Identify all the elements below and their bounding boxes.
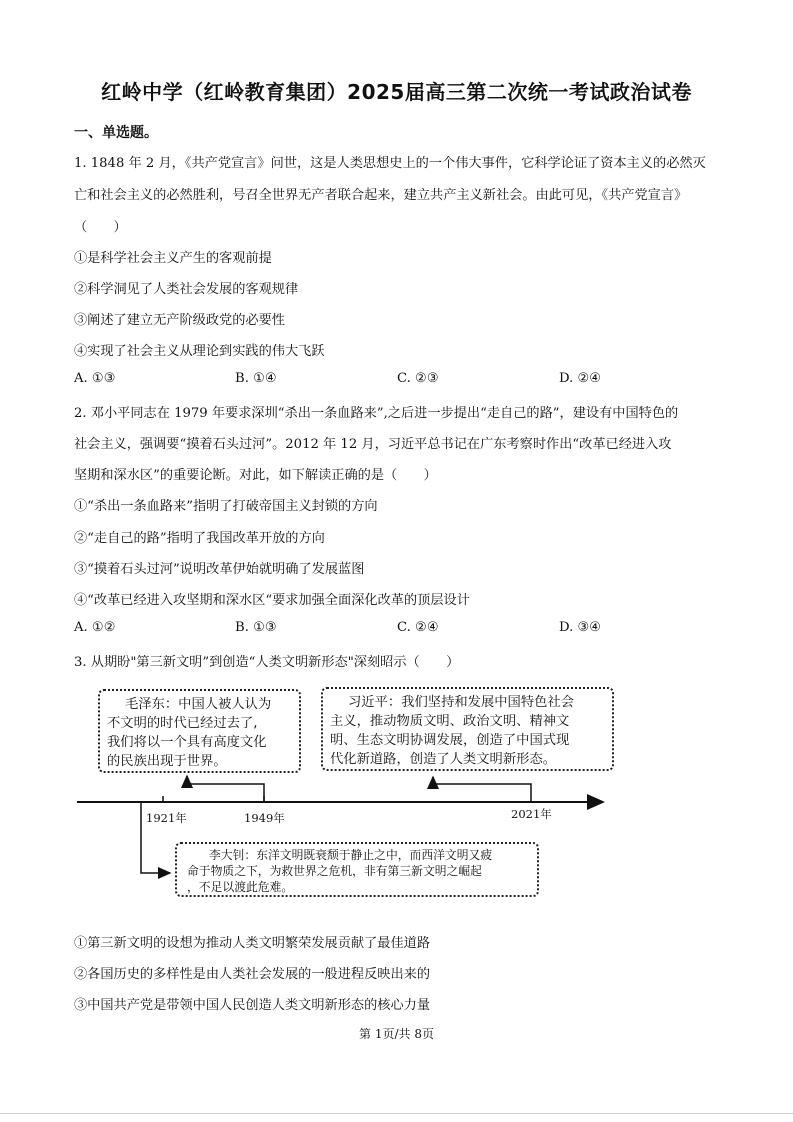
q3-statement-1: ①第三新文明的设想为推动人类文明繁荣发展贡献了最佳道路 <box>74 936 431 951</box>
xi-quote-line-3: 明、生态文明协调发展，创造了中国式现 <box>330 733 570 748</box>
xi-quote-box <box>321 687 614 771</box>
year-label-1921: 1921年 <box>146 811 187 825</box>
xi-quote-line-2: 主义，推动物质文明、政治文明、精神文 <box>330 714 570 729</box>
q2-statement-1: ①“杀出一条血路来”指明了打破帝国主义封锁的方向 <box>74 499 378 514</box>
q1-statement-3: ③阐述了建立无产阶级政党的必要性 <box>74 313 285 328</box>
q1-stem-line-3: （ ） <box>74 220 127 235</box>
li-quote-line-2: 命于物质之下，为救世界之危机，非有第三新文明之崛起 <box>187 864 482 878</box>
q3-statement-2: ②各国历史的多样性是由人类社会发展的一般进程反映出来的 <box>74 967 431 982</box>
mao-quote-line-1: 毛泽东：中国人被人认为 <box>125 697 272 712</box>
q3-statement-3: ③中国共产党是带领中国人民创造人类文明新形态的核心力量 <box>74 998 431 1013</box>
xi-quote-line-4: 代化新道路，创造了人类文明新形态。 <box>330 752 557 767</box>
q2-option-a[interactable]: A. ①② <box>74 620 116 635</box>
q1-stem-line-2: 亡和社会主义的必然胜利，号召全世界无产者联合起来，建立共产主义新社会。由此可见，《共产党宣言》 <box>74 188 688 203</box>
xi-quote-line-1: 习近平：我们坚持和发展中国特色社会 <box>348 695 575 710</box>
q2-statement-3: ③“摸着石头过河”说明改革伊始就明确了发展蓝图 <box>74 562 365 577</box>
q1-statement-1: ①是科学社会主义产生的客观前提 <box>74 251 272 266</box>
mao-quote-box <box>98 689 301 773</box>
q2-stem-line-3: 坚期和深水区”的重要论断。对此，如下解读正确的是（ ） <box>74 468 437 483</box>
mao-quote-line-2: 不文明的时代已经过去了, <box>107 716 258 731</box>
q2-stem-line-1: 2. 邓小平同志在 1979 年要求深圳“杀出一条血路来”,之后进一步提出“走自己的路”，建设有中国特色的 <box>74 406 679 421</box>
connector-2021 <box>433 777 531 796</box>
q2-option-b[interactable]: B. ①③ <box>235 620 277 635</box>
q1-option-a[interactable]: A. ①③ <box>74 371 116 386</box>
q2-options <box>74 620 724 638</box>
exam-title: 红岭中学（红岭教育集团）2025届高三第二次统一考试政治试卷 <box>101 80 692 104</box>
connector-1949 <box>187 776 264 802</box>
q1-statement-2: ②科学洞见了人类社会发展的客观规律 <box>74 282 299 297</box>
q2-stem-line-2: 社会主义，强调要“摸着石头过河”。2012 年 12 月，习近平总书记在广东考察时作出“改革已经进入攻 <box>74 437 672 452</box>
q1-option-d[interactable]: D. ②④ <box>559 371 602 386</box>
q3-stem: 3. 从期盼"第三新文明”到创造“人类文明新形态"深刻昭示（ ） <box>74 655 460 670</box>
q1-option-c[interactable]: C. ②③ <box>397 371 439 386</box>
year-label-2021: 2021年 <box>511 807 552 821</box>
page-bottom-rule <box>0 1113 793 1114</box>
li-quote-line-3: ，不足以渡此危难。 <box>187 880 294 894</box>
li-quote-line-1: 李大钊：东洋文明既衰颓于静止之中，而西洋文明又疲 <box>209 848 493 862</box>
mao-quote-line-4: 的民族出现于世界。 <box>107 754 227 769</box>
q1-options <box>74 371 724 389</box>
q2-statement-4: ④“改革已经进入攻坚期和深水区“要求加强全面深化改革的顶层设计 <box>74 593 470 608</box>
q2-statement-2: ②“走自己的路”指明了我国改革开放的方向 <box>74 531 325 546</box>
li-quote-box <box>175 842 539 897</box>
q1-statement-4: ④实现了社会主义从理论到实践的伟大飞跃 <box>74 344 325 359</box>
q2-option-d[interactable]: D. ③④ <box>559 620 602 635</box>
q1-option-b[interactable]: B. ①④ <box>235 371 277 386</box>
page-footer: 第 1页/共 8页 <box>359 1027 434 1041</box>
q2-option-c[interactable]: C. ②④ <box>397 620 439 635</box>
mao-quote-line-3: 我们将以一个具有高度文化 <box>107 735 267 750</box>
q1-stem-line-1: 1. 1848 年 2 月，《共产党宣言》问世，这是人类思想史上的一个伟大事件，它科学论证了资本主义的必然灭 <box>74 156 706 171</box>
section-heading: 一、单选题。 <box>74 125 158 141</box>
year-label-1949: 1949年 <box>244 811 285 825</box>
